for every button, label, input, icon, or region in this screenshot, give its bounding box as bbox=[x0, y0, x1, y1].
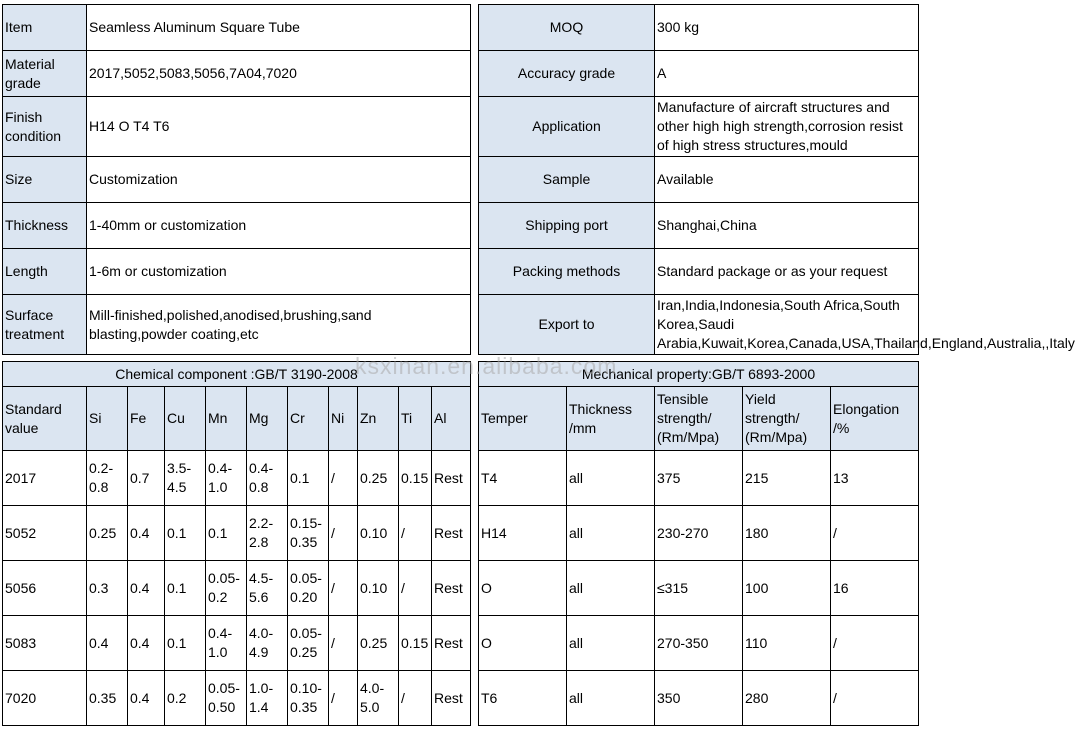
table-row bbox=[3, 616, 471, 671]
table-cell: all bbox=[567, 506, 655, 561]
chem-header-al: Al bbox=[432, 387, 471, 451]
label-item: Item bbox=[3, 5, 87, 51]
table-cell: O bbox=[479, 616, 567, 671]
chem-header-mg: Mg bbox=[247, 387, 288, 451]
label-material-grade: Material grade bbox=[3, 51, 87, 97]
table-cell: / bbox=[831, 671, 919, 726]
value-moq: 300 kg bbox=[655, 5, 919, 51]
table-cell: 0.4 bbox=[128, 506, 165, 561]
chemical-title: Chemical component :GB/T 3190-2008 bbox=[3, 362, 471, 387]
table-cell: 13 bbox=[831, 451, 919, 506]
chem-header-zn: Zn bbox=[358, 387, 399, 451]
table-cell: all bbox=[567, 561, 655, 616]
chem-header-fe: Fe bbox=[128, 387, 165, 451]
chem-header-standard: Standard value bbox=[3, 387, 87, 451]
value-application: Manufacture of aircraft structures and other high high strength,corrosion resist of high stress structures,mould bbox=[655, 97, 919, 157]
table-cell: 0.10 bbox=[358, 506, 399, 561]
table-cell: 0.1 bbox=[165, 616, 206, 671]
mech-header-temper: Temper bbox=[479, 387, 567, 451]
info-table-left bbox=[2, 4, 471, 355]
table-cell: 0.7 bbox=[128, 451, 165, 506]
table-cell: 110 bbox=[743, 616, 831, 671]
table-cell: 2017 bbox=[3, 451, 87, 506]
table-cell: 7020 bbox=[3, 671, 87, 726]
table-cell: 0.4 bbox=[128, 616, 165, 671]
chemical-table bbox=[2, 361, 471, 726]
table-row bbox=[479, 561, 919, 616]
table-cell: Rest bbox=[432, 671, 471, 726]
table-cell: / bbox=[329, 616, 358, 671]
table-cell: 0.15 bbox=[399, 616, 432, 671]
table-cell: / bbox=[831, 506, 919, 561]
table-cell: 180 bbox=[743, 506, 831, 561]
table-row bbox=[3, 506, 471, 561]
table-cell: 280 bbox=[743, 671, 831, 726]
table-cell: Rest bbox=[432, 451, 471, 506]
table-cell: all bbox=[567, 451, 655, 506]
table-cell: 0.05-0.20 bbox=[288, 561, 329, 616]
table-cell: 4.5-5.6 bbox=[247, 561, 288, 616]
table-cell: T4 bbox=[479, 451, 567, 506]
table-cell: 0.05-0.2 bbox=[206, 561, 247, 616]
table-cell: / bbox=[399, 561, 432, 616]
table-cell: / bbox=[329, 561, 358, 616]
table-cell: T6 bbox=[479, 671, 567, 726]
table-cell: 0.4-1.0 bbox=[206, 616, 247, 671]
table-cell: 215 bbox=[743, 451, 831, 506]
table-cell: Rest bbox=[432, 506, 471, 561]
table-cell: 270-350 bbox=[655, 616, 743, 671]
table-cell: 0.2-0.8 bbox=[87, 451, 128, 506]
table-row bbox=[3, 561, 471, 616]
mechanical-title: Mechanical property:GB/T 6893-2000 bbox=[479, 362, 919, 387]
table-cell: 4.0-5.0 bbox=[358, 671, 399, 726]
mechanical-header-row bbox=[479, 387, 919, 451]
table-cell: 0.2 bbox=[165, 671, 206, 726]
value-item: Seamless Aluminum Square Tube bbox=[87, 5, 471, 51]
table-cell: 0.1 bbox=[288, 451, 329, 506]
value-thickness: 1-40mm or customization bbox=[87, 203, 471, 249]
table-cell: 1.0-1.4 bbox=[247, 671, 288, 726]
label-export-to: Export to bbox=[479, 295, 655, 355]
table-cell: 4.0-4.9 bbox=[247, 616, 288, 671]
chem-header-mn: Mn bbox=[206, 387, 247, 451]
table-cell: 5056 bbox=[3, 561, 87, 616]
table-row bbox=[3, 451, 471, 506]
value-material-grade: 2017,5052,5083,5056,7A04,7020 bbox=[87, 51, 471, 97]
watermark-text: ksxinan.en.alibaba.com bbox=[355, 353, 618, 379]
mech-header-thickness: Thickness /mm bbox=[567, 387, 655, 451]
table-cell: / bbox=[399, 506, 432, 561]
table-row bbox=[479, 451, 919, 506]
value-accuracy-grade: A bbox=[655, 51, 919, 97]
table-row bbox=[479, 616, 919, 671]
table-cell: / bbox=[831, 616, 919, 671]
table-cell: 0.4 bbox=[128, 671, 165, 726]
table-cell: 0.1 bbox=[165, 561, 206, 616]
table-cell: 100 bbox=[743, 561, 831, 616]
table-cell: 5052 bbox=[3, 506, 87, 561]
table-cell: all bbox=[567, 671, 655, 726]
table-cell: H14 bbox=[479, 506, 567, 561]
value-surface-treatment: Mill-finished,polished,anodised,brushing,sand blasting,powder coating,etc bbox=[87, 295, 471, 355]
table-cell: 0.4-0.8 bbox=[247, 451, 288, 506]
label-accuracy-grade: Accuracy grade bbox=[479, 51, 655, 97]
table-cell: 0.15-0.35 bbox=[288, 506, 329, 561]
value-shipping-port: Shanghai,China bbox=[655, 203, 919, 249]
table-cell: 0.1 bbox=[165, 506, 206, 561]
table-cell: 350 bbox=[655, 671, 743, 726]
label-length: Length bbox=[3, 249, 87, 295]
chem-header-ti: Ti bbox=[399, 387, 432, 451]
table-cell: all bbox=[567, 616, 655, 671]
table-cell: / bbox=[399, 671, 432, 726]
table-cell: 0.35 bbox=[87, 671, 128, 726]
value-sample: Available bbox=[655, 157, 919, 203]
mech-header-elongation: Elongation /% bbox=[831, 387, 919, 451]
table-cell: 0.4 bbox=[87, 616, 128, 671]
table-cell: / bbox=[329, 506, 358, 561]
table-cell: 0.05-0.50 bbox=[206, 671, 247, 726]
table-cell: 0.1 bbox=[206, 506, 247, 561]
label-application: Application bbox=[479, 97, 655, 157]
chem-header-cr: Cr bbox=[288, 387, 329, 451]
value-packing-methods: Standard package or as your request bbox=[655, 249, 919, 295]
table-cell: ≤315 bbox=[655, 561, 743, 616]
table-cell: Rest bbox=[432, 616, 471, 671]
table-cell: / bbox=[329, 451, 358, 506]
table-cell: 0.25 bbox=[358, 616, 399, 671]
table-cell: 3.5-4.5 bbox=[165, 451, 206, 506]
table-cell: 0.25 bbox=[358, 451, 399, 506]
table-cell: 230-270 bbox=[655, 506, 743, 561]
table-cell: O bbox=[479, 561, 567, 616]
table-row bbox=[479, 671, 919, 726]
table-cell: 0.10-0.35 bbox=[288, 671, 329, 726]
chem-header-si: Si bbox=[87, 387, 128, 451]
table-cell: 0.4-1.0 bbox=[206, 451, 247, 506]
table-row bbox=[3, 671, 471, 726]
label-finish-condition: Finish condition bbox=[3, 97, 87, 157]
table-cell: 0.05-0.25 bbox=[288, 616, 329, 671]
value-finish-condition: H14 O T4 T6 bbox=[87, 97, 471, 157]
label-size: Size bbox=[3, 157, 87, 203]
table-cell: 0.15 bbox=[399, 451, 432, 506]
table-cell: 0.25 bbox=[87, 506, 128, 561]
chemical-header-row bbox=[3, 387, 471, 451]
mech-header-tensile: Tensible strength/ (Rm/Mpa) bbox=[655, 387, 743, 451]
chem-header-cu: Cu bbox=[165, 387, 206, 451]
chem-header-ni: Ni bbox=[329, 387, 358, 451]
table-cell: 2.2-2.8 bbox=[247, 506, 288, 561]
value-length: 1-6m or customization bbox=[87, 249, 471, 295]
table-cell: 0.3 bbox=[87, 561, 128, 616]
label-thickness: Thickness bbox=[3, 203, 87, 249]
label-moq: MOQ bbox=[479, 5, 655, 51]
label-shipping-port: Shipping port bbox=[479, 203, 655, 249]
mech-header-yield: Yield strength/ (Rm/Mpa) bbox=[743, 387, 831, 451]
table-row bbox=[479, 506, 919, 561]
table-cell: 375 bbox=[655, 451, 743, 506]
table-cell: Rest bbox=[432, 561, 471, 616]
table-cell: 0.10 bbox=[358, 561, 399, 616]
label-packing-methods: Packing methods bbox=[479, 249, 655, 295]
table-cell: / bbox=[329, 671, 358, 726]
table-cell: 5083 bbox=[3, 616, 87, 671]
value-export-to: Iran,India,Indonesia,South Africa,South Korea,Saudi Arabia,Kuwait,Korea,Canada,USA,Thailand,England,Australia,,Italy bbox=[655, 295, 919, 355]
table-cell: 16 bbox=[831, 561, 919, 616]
label-sample: Sample bbox=[479, 157, 655, 203]
label-surface-treatment: Surface treatment bbox=[3, 295, 87, 355]
info-table-right bbox=[478, 4, 1075, 355]
mechanical-table bbox=[478, 361, 919, 726]
table-cell: 0.4 bbox=[128, 561, 165, 616]
value-size: Customization bbox=[87, 157, 471, 203]
